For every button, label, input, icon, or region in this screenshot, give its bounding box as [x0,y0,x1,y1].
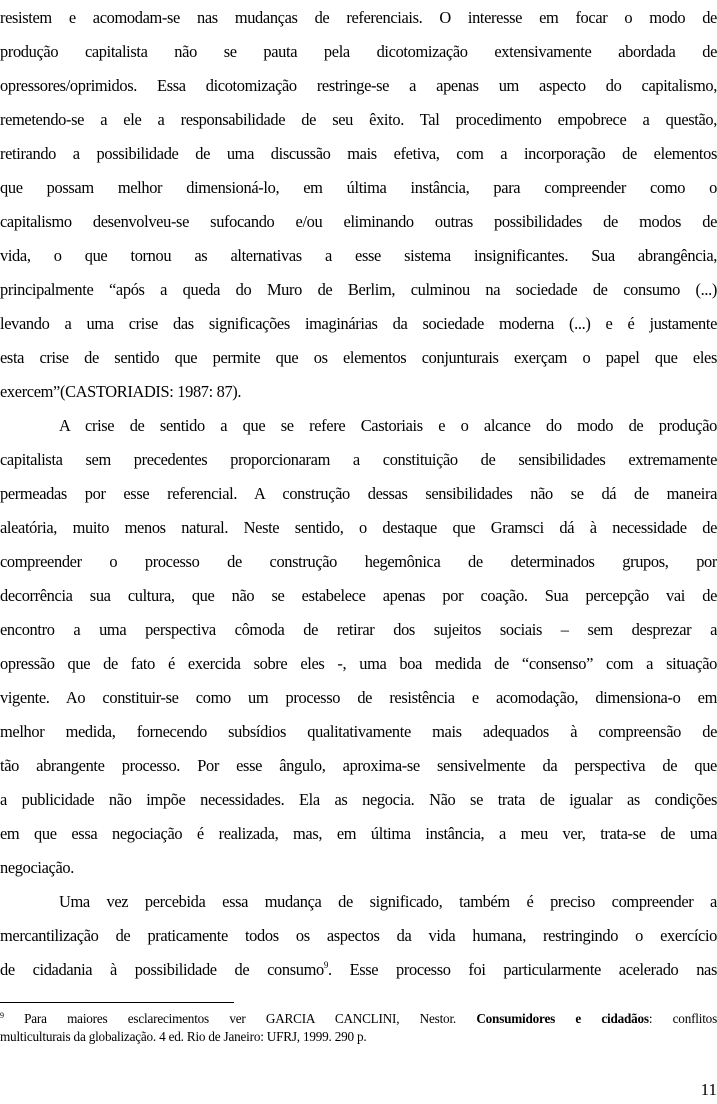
body-line: remetendo-se a ele a responsabilidade de seu êxito. Tal procedimento empobrece a questão, [0,110,717,129]
body-line: em que essa negociação é realizada, mas, em última instância, a meu ver, trata-se de uma [0,824,717,843]
footnote-text: : conflitos [648,1011,717,1026]
footnote-line [0,1010,717,1028]
body-line: encontro a uma perspectiva cômoda de retirar dos sujeitos sociais – sem desprezar a [0,620,717,639]
body-line: exercem”(CASTORIADIS: 1987: 87). [0,382,242,401]
body-line: decorrência sua cultura, que não se estabelece apenas por coação. Sua percepção vai de [0,586,717,605]
body-line: principalmente “após a queda do Muro de Berlim, culminou na sociedade de consumo (...) [0,280,717,299]
body-text: . Esse processo foi particularmente acelerado nas [328,960,717,979]
body-line: mercantilização de praticamente todos os aspectos da vida humana, restringindo o exercício [0,926,717,945]
body-line: compreender o processo de construção hegemônica de determinados grupos, por [0,552,717,571]
footnote-book-title: Consumidores e cidadãos [476,1011,649,1026]
footnote-line: multiculturais da globalização. 4 ed. Rio de Janeiro: UFRJ, 1999. 290 p. [0,1029,367,1044]
footnote-text: Para maiores esclarecimentos ver GARCIA CANCLINI, Nestor. [3,1011,477,1026]
body-line: capitalismo desenvolveu-se sufocando e/ou eliminando outras possibilidades de modos de [0,212,717,231]
body-line: levando a uma crise das significações imaginárias da sociedade moderna (...) e é justamente [0,314,717,333]
body-line: esta crise de sentido que permite que os elementos conjunturais exerçam o papel que eles [0,348,717,367]
body-line: capitalista sem precedentes proporcionaram a constituição de sensibilidades extremamente [0,450,717,469]
body-line-with-footnote-ref [0,953,717,987]
body-text: de cidadania à possibilidade de consumo [0,960,324,979]
body-line: opressão que de fato é exercida sobre eles -, uma boa medida de “consenso” com a situação [0,654,717,673]
footnote-separator [0,1002,234,1003]
body-line: negociação. [0,858,74,877]
body-line: resistem e acomodam-se nas mudanças de referenciais. O interesse em focar o modo de [0,8,717,27]
footnote-reference[interactable]: 9 [323,960,329,970]
body-line: retirando a possibilidade de uma discussão mais efetiva, com a incorporação de elementos [0,144,717,163]
paragraph-start-line: Uma vez percebida essa mudança de significado, também é preciso compreender a [59,892,717,911]
body-line: produção capitalista não se pauta pela dicotomização extensivamente abordada de [0,42,717,61]
body-line: aleatória, muito menos natural. Neste sentido, o destaque que Gramsci dá à necessidade de [0,518,717,537]
body-line: que possam melhor dimensioná-lo, em última instância, para compreender como o [0,178,717,197]
body-line: vida, o que tornou as alternativas a esse sistema insignificantes. Sua abrangência, [0,246,717,265]
body-line: melhor medida, fornecendo subsídios qualitativamente mais adequados à compreensão de [0,722,717,741]
footnote-number: 9 [0,1011,4,1020]
body-line: permeadas por esse referencial. A construção dessas sensibilidades não se dá de maneira [0,484,717,503]
body-line: a publicidade não impõe necessidades. Ela as negocia. Não se trata de igualar as condições [0,790,717,809]
page-number: 11 [700,1080,717,1099]
body-line: tão abrangente processo. Por esse ângulo, aproxima-se sensivelmente da perspectiva de que [0,756,717,775]
body-line: opressores/oprimidos. Essa dicotomização restringe-se a apenas um aspecto do capitalismo, [0,76,717,95]
paragraph-start-line: A crise de sentido a que se refere Castoriais e o alcance do modo de produção [59,416,717,435]
body-line: vigente. Ao constituir-se como um processo de resistência e acomodação, dimensiona-o em [0,688,717,707]
